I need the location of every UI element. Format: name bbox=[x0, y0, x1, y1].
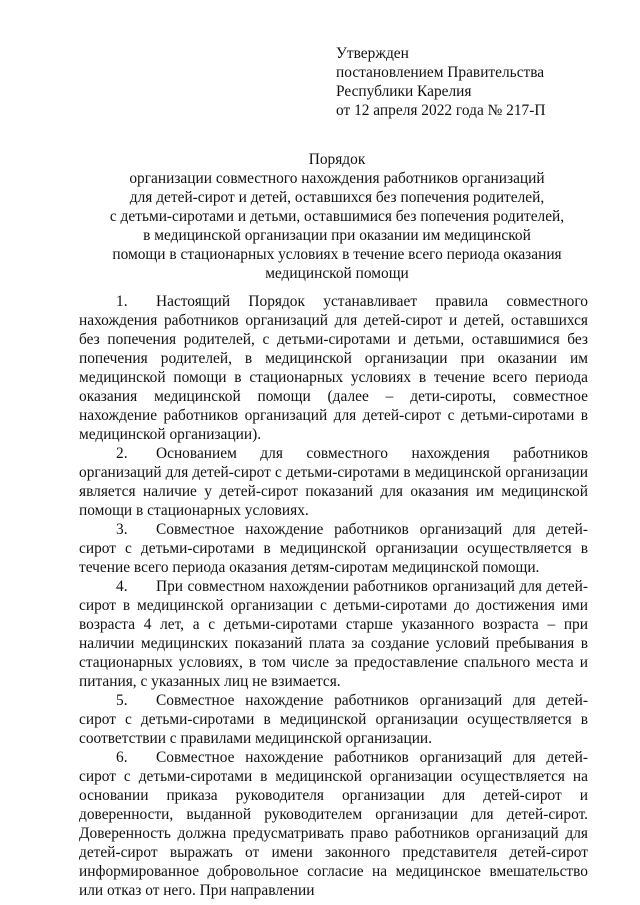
paragraph bbox=[79, 444, 588, 520]
approval-line: от 12 апреля 2022 года № 217-П bbox=[336, 102, 546, 119]
title-line: в медицинской организации при оказании им медицинской bbox=[143, 227, 531, 244]
paragraph bbox=[79, 292, 588, 444]
document-body bbox=[79, 292, 588, 900]
paragraph-text: Основанием для совместного нахождения работников организаций для детей-сирот с детьми-сиротами в медицинской организации является наличие у детей-сирот показаний для оказания им медицинской помощи в стационарных условиях. bbox=[79, 445, 588, 519]
paragraph bbox=[79, 691, 588, 748]
paragraph-number: 3. bbox=[116, 521, 128, 538]
paragraph-text: Совместное нахождение работников организаций для детей-сирот с детьми-сиротами в медицинской организации осуществляется в течение всего периода оказания детям-сиротам медицинской помощи. bbox=[79, 521, 588, 576]
paragraph-text: При совместном нахождении работников организаций для детей-сирот в медицинской организации с детьми-сиротами до достижения ими возраста 4 лет, а с детьми-сиротами старше указанного возраста – при наличии медицинских показаний плата за создание условий пребывания в стационарных условиях, в том числе за предоставление спального места и питания, с указанных лиц не взимается. bbox=[79, 578, 588, 690]
title-line: медицинской помощи bbox=[265, 265, 409, 282]
paragraph-number: 6. bbox=[116, 749, 128, 766]
title-line: Порядок bbox=[308, 151, 366, 168]
paragraph-text: Совместное нахождение работников организаций для детей-сирот с детьми-сиротами в медицинской организации осуществляется в соответствии с правилами медицинской организации. bbox=[79, 692, 588, 747]
approval-line: постановлением Правительства bbox=[336, 64, 545, 81]
paragraph-number: 1. bbox=[116, 293, 128, 310]
title-line: помощи в стационарных условиях в течение всего периода оказания bbox=[112, 246, 562, 263]
approval-line: Республики Карелия bbox=[336, 83, 472, 100]
paragraph bbox=[79, 520, 588, 577]
title-line: с детьми-сиротами и детьми, оставшимися без попечения родителей, bbox=[109, 208, 565, 225]
paragraph bbox=[79, 748, 588, 900]
paragraph-number: 4. bbox=[116, 578, 128, 595]
paragraph-number: 2. bbox=[116, 445, 128, 462]
title-line: организации совместного нахождения работников организаций bbox=[129, 170, 545, 187]
document-title bbox=[80, 150, 594, 283]
title-line: для детей-сирот и детей, оставшихся без попечения родителей, bbox=[129, 189, 545, 206]
paragraph-text: Совместное нахождение работников организаций для детей-сирот с детьми-сиротами в медицинской организации осуществляется на основании приказа руководителя организации для детей-сирот и доверенности, выданной руководителем организации для детей-сирот. Доверенность должна предусматривать право работников организаций для детей-сирот выражать от имени законного представителя детей-сирот информированное добровольное согласие на медицинское вмешательство или отказ от него. При направлении bbox=[79, 749, 588, 899]
paragraph-number: 5. bbox=[116, 692, 128, 709]
paragraph bbox=[79, 577, 588, 691]
approval-line: Утвержден bbox=[336, 45, 409, 62]
paragraph-text: Настоящий Порядок устанавливает правила совместного нахождения работников организаций для детей-сирот и детей, оставшихся без попечения родителей, с детьми-сиротами и детьми, оставшимися без попечения родителей, в медицинской организации при оказании им медицинской помощи в стационарных условиях в течение всего периода оказания медицинской помощи (далее – дети-сироты, совместное нахождение работников организаций для детей-сирот с детьми-сиротами в медицинской организации). bbox=[79, 293, 588, 443]
approval-stamp bbox=[336, 44, 596, 120]
